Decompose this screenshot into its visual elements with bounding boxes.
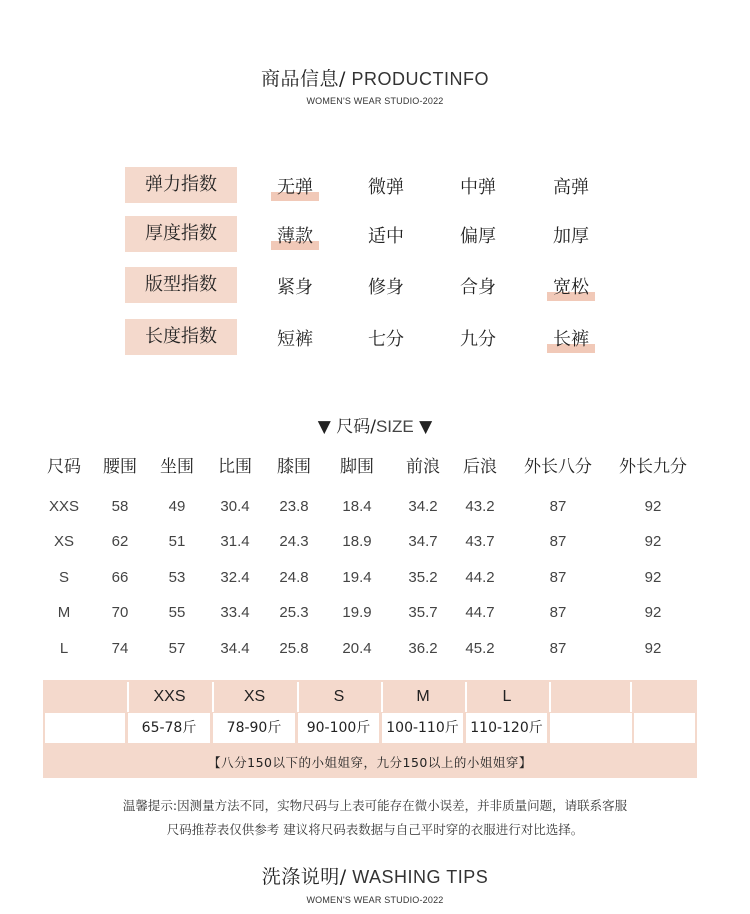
ref-weight-cell: 90-100斤 [297,713,379,743]
tip-line-2: 尺码推荐表仅供参考 建议将尺码表数据与自己平时穿的衣服进行对比选择。 [166,822,584,837]
index-option [448,173,508,199]
index-option [265,325,325,351]
index-option-label: 适中 [368,226,404,247]
table-cell: 24.8 [279,569,309,586]
table-cell: 34.7 [408,533,438,550]
table-row-size: XS [53,533,74,550]
ref-weight-cell: 65-78斤 [127,713,210,743]
index-option-label: 合身 [460,277,496,298]
table-cell: 92 [644,498,662,515]
table-header-cell: 比围 [218,457,252,477]
table-cell: 20.4 [342,640,372,657]
ref-size-cell: M [381,682,463,712]
table-header-cell: 外长九分 [619,457,687,477]
index-option [356,173,416,199]
table-cell: 87 [549,533,567,550]
table-header-cell: 脚围 [340,457,374,477]
ref-size-cell: S [297,682,379,712]
product-info-title [0,64,750,91]
index-label: 厚度指数 [125,216,237,252]
index-option-label: 宽松 [553,277,589,298]
table-cell: 92 [644,533,662,550]
table-cell: 87 [549,640,567,657]
arrow-down-icon: ▼ [317,417,331,437]
index-option-selected [265,222,325,248]
product-info-subtitle: WOMEN'S WEAR STUDIO-2022 [306,96,444,106]
index-option [265,273,325,299]
index-option-label: 高弹 [553,177,589,198]
index-option-label: 长裤 [553,329,589,350]
index-option-label: 薄款 [277,226,313,247]
table-cell: 87 [549,569,567,586]
table-header-cell: 外长八分 [524,457,592,477]
table-cell: 34.2 [408,498,438,515]
ref-weight-cell: 78-90斤 [212,713,295,743]
table-row-size: XXS [48,498,79,515]
index-option-selected [541,325,601,351]
table-cell: 35.7 [408,604,438,621]
table-header-cell: 后浪 [463,457,497,477]
table-cell: 92 [644,569,662,586]
index-option [541,222,601,248]
table-cell: 25.8 [279,640,309,657]
index-option [356,273,416,299]
table-cell: 44.2 [465,569,495,586]
index-option-label: 修身 [368,277,404,298]
table-cell: 70 [111,604,129,621]
index-option-label: 中弹 [460,177,496,198]
table-cell: 58 [111,498,129,515]
table-cell: 25.3 [279,604,309,621]
table-cell: 30.4 [220,498,250,515]
table-cell: 87 [549,604,567,621]
table-cell: 53 [168,569,186,586]
table-header-cell: 腰围 [103,457,137,477]
ref-size-cell: L [465,682,547,712]
index-option [448,325,508,351]
table-cell: 57 [168,640,186,657]
table-row-size: M [57,604,71,621]
product-info-title-en: PRODUCTINFO [345,69,489,89]
washing-subtitle: WOMEN'S WEAR STUDIO-2022 [306,895,444,905]
index-label: 版型指数 [125,267,237,303]
table-cell: 74 [111,640,129,657]
table-cell: 55 [168,604,186,621]
size-title-cn: 尺码/ [330,417,376,437]
ref-weight-cell: 110-120斤 [465,713,547,743]
index-option-label: 七分 [368,329,404,350]
index-option-label: 加厚 [553,226,589,247]
table-header-cell: 坐围 [160,457,194,477]
table-cell: 18.9 [342,533,372,550]
index-option-selected [265,173,325,199]
ref-empty-cell [549,713,632,743]
index-option-label: 紧身 [277,277,313,298]
table-cell: 45.2 [465,640,495,657]
table-cell: 51 [168,533,186,550]
table-cell: 32.4 [220,569,250,586]
table-cell: 34.4 [220,640,250,657]
table-header-cell: 尺码 [47,457,81,477]
index-option [356,325,416,351]
ref-weight-cell: 100-110斤 [381,713,463,743]
table-cell: 23.8 [279,498,309,515]
table-cell: 49 [168,498,186,515]
table-cell: 24.3 [279,533,309,550]
index-label: 长度指数 [125,319,237,355]
washing-title-cn: 洗涤说明/ [261,866,347,888]
table-cell: 66 [111,569,129,586]
index-option-label: 短裤 [277,329,313,350]
table-row-size: L [59,640,69,657]
size-title-en: SIZE [375,417,414,436]
index-option-label: 九分 [460,329,496,350]
index-option [356,222,416,248]
size-section-title [0,412,750,437]
index-label: 弹力指数 [125,167,237,203]
index-option [448,222,508,248]
index-option-label: 微弹 [368,177,404,198]
table-cell: 44.7 [465,604,495,621]
size-reference-note: 【八分150以下的小姐姐穿，九分150以上的小姐姐穿】 [208,755,532,770]
table-cell: 35.2 [408,569,438,586]
table-cell: 33.4 [220,604,250,621]
washing-title [0,862,750,889]
table-cell: 92 [644,640,662,657]
table-cell: 43.2 [465,498,495,515]
index-option-label: 无弹 [277,177,313,198]
tip-line-1: 温馨提示:因测量方法不同，实物尺码与上表可能存在微小误差，并非质量问题，请联系客服 [122,798,628,813]
index-option-selected [541,273,601,299]
table-header-cell: 前浪 [406,457,440,477]
table-cell: 31.4 [220,533,250,550]
index-option [541,173,601,199]
table-cell: 62 [111,533,129,550]
table-row-size: S [58,569,69,586]
ref-size-cell: XXS [127,682,210,712]
ref-empty-cell [549,682,632,712]
ref-label-cell [45,713,125,743]
table-cell: 92 [644,604,662,621]
ref-empty-cell [634,713,695,743]
index-option-label: 偏厚 [460,226,496,247]
table-cell: 18.4 [342,498,372,515]
arrow-down-icon: ▼ [413,417,433,437]
index-option [448,273,508,299]
washing-title-en: WASHING TIPS [346,867,489,887]
table-header-cell: 膝围 [277,457,311,477]
product-info-title-cn: 商品信息/ [261,68,346,90]
table-cell: 43.7 [465,533,495,550]
table-cell: 87 [549,498,567,515]
ref-size-cell: XS [212,682,295,712]
table-cell: 36.2 [408,640,438,657]
table-cell: 19.9 [342,604,372,621]
table-cell: 19.4 [342,569,372,586]
